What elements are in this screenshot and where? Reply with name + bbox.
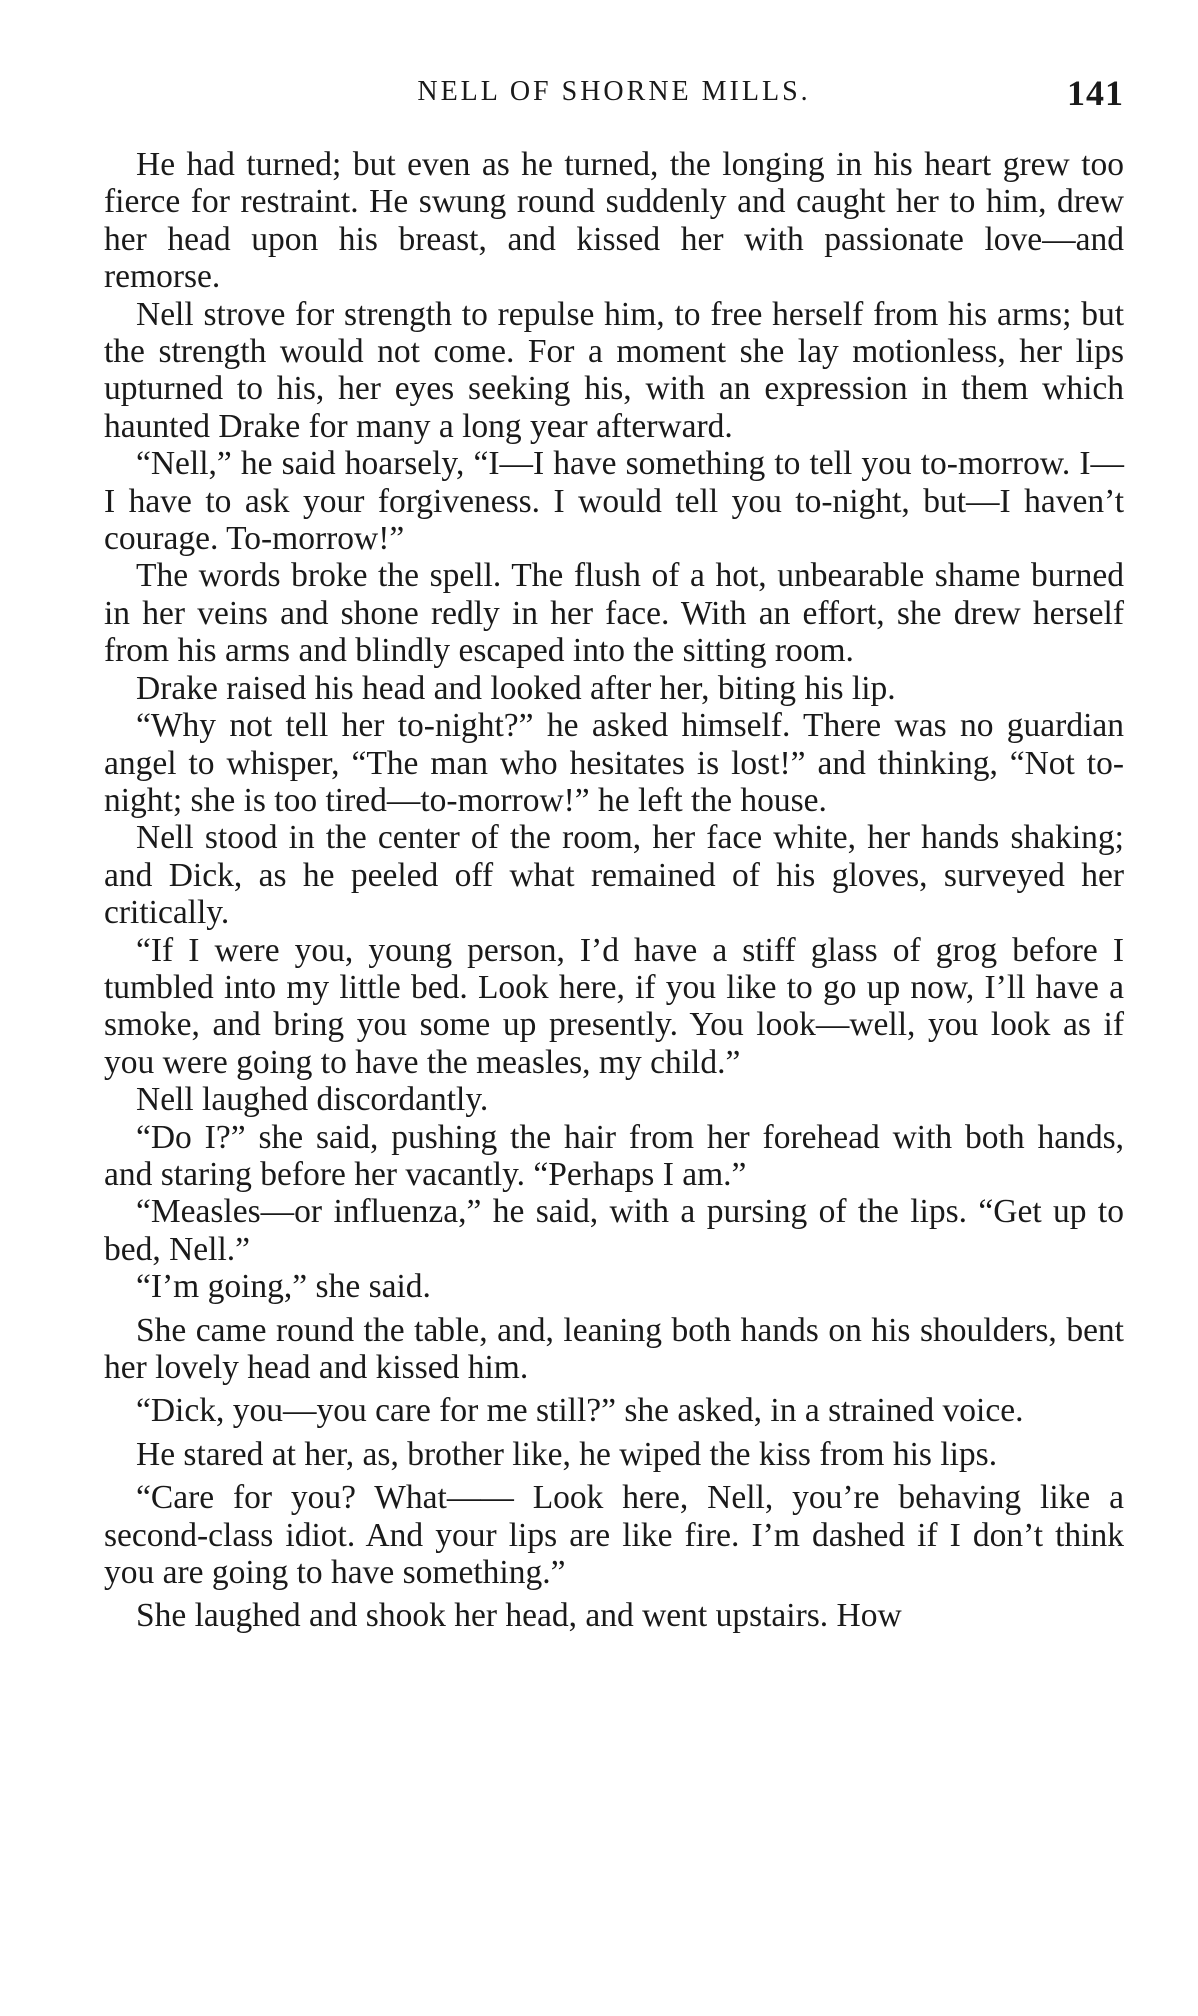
paragraph: “I’m going,” she said. bbox=[136, 1268, 431, 1306]
paragraph: “Do I?” she said, pushing the hair from her forehead with both hands, and staring before her vacantly. “Perhaps I am.” bbox=[104, 1118, 1124, 1193]
paragraph: She came round the table, and, leaning both hands on his shoulders, bent her lovely head and kissed him. bbox=[104, 1311, 1124, 1386]
paragraph: “Care for you? What—— Look here, Nell, you’re behaving like a second-class idiot. And your lips are like fire. I’m dashed if I don’t think you are going to have something.” bbox=[104, 1479, 1124, 1592]
book-page bbox=[104, 0, 1124, 2016]
paragraph: He stared at her, as, brother like, he wiped the kiss from his lips. bbox=[136, 1435, 998, 1473]
paragraph: The words broke the spell. The flush of a hot, unbearable shame burned in her veins and shone redly in her face. With an effort, she drew herself from his arms and blindly escaped into the sitting room. bbox=[104, 557, 1124, 670]
paragraph: “Dick, you—you care for me still?” she asked, in a strained voice. bbox=[136, 1392, 1024, 1430]
paragraph: Nell strove for strength to repulse him, to free herself from his arms; but the strength would not come. For a moment she lay motionless, her lips upturned to his, her eyes seeking his, with an expression in them which haunted Drake for many a long year afterward. bbox=[104, 295, 1124, 445]
paragraph: “Why not tell her to-night?” he asked himself. There was no guardian angel to whisper, “The man who hesitates is lost!” and thinking, “Not to-night; she is too tired—to-morrow!” he left the house. bbox=[104, 707, 1124, 819]
paragraph: “Measles—or influenza,” he said, with a pursing of the lips. “Get up to bed, Nell.” bbox=[104, 1193, 1124, 1268]
page-number: 141 bbox=[1067, 73, 1124, 113]
paragraph: She laughed and shook her head, and went upstairs. How bbox=[136, 1597, 902, 1635]
paragraph: He had turned; but even as he turned, the longing in his heart grew too fierce for restraint. He swung round suddenly and caught her to him, drew her head upon his breast, and kissed her with passionate love—and remorse. bbox=[104, 146, 1124, 296]
running-head bbox=[104, 72, 1124, 118]
paragraph: “If I were you, young person, I’d have a stiff glass of grog before I tumbled into my little bed. Look here, if you like to go up now, I’ll have a smoke, and bring you some up presently. You look—well, you look as if you were going to have the measles, my child.” bbox=[104, 931, 1124, 1081]
paragraph: “Nell,” he said hoarsely, “I—I have something to tell you to-morrow. I—I have to ask your forgiveness. I would tell you to-night, but—I haven’t courage. To-morrow!” bbox=[104, 445, 1124, 558]
paragraph: Drake raised his head and looked after her, biting his lip. bbox=[136, 669, 896, 707]
running-title: NELL OF SHORNE MILLS. bbox=[417, 76, 811, 107]
paragraph: Nell stood in the center of the room, her face white, her hands shaking; and Dick, as he peeled off what remained of his gloves, surveyed her critically. bbox=[104, 819, 1124, 932]
paragraph: Nell laughed discordantly. bbox=[136, 1081, 489, 1119]
body-text bbox=[104, 146, 1124, 1635]
